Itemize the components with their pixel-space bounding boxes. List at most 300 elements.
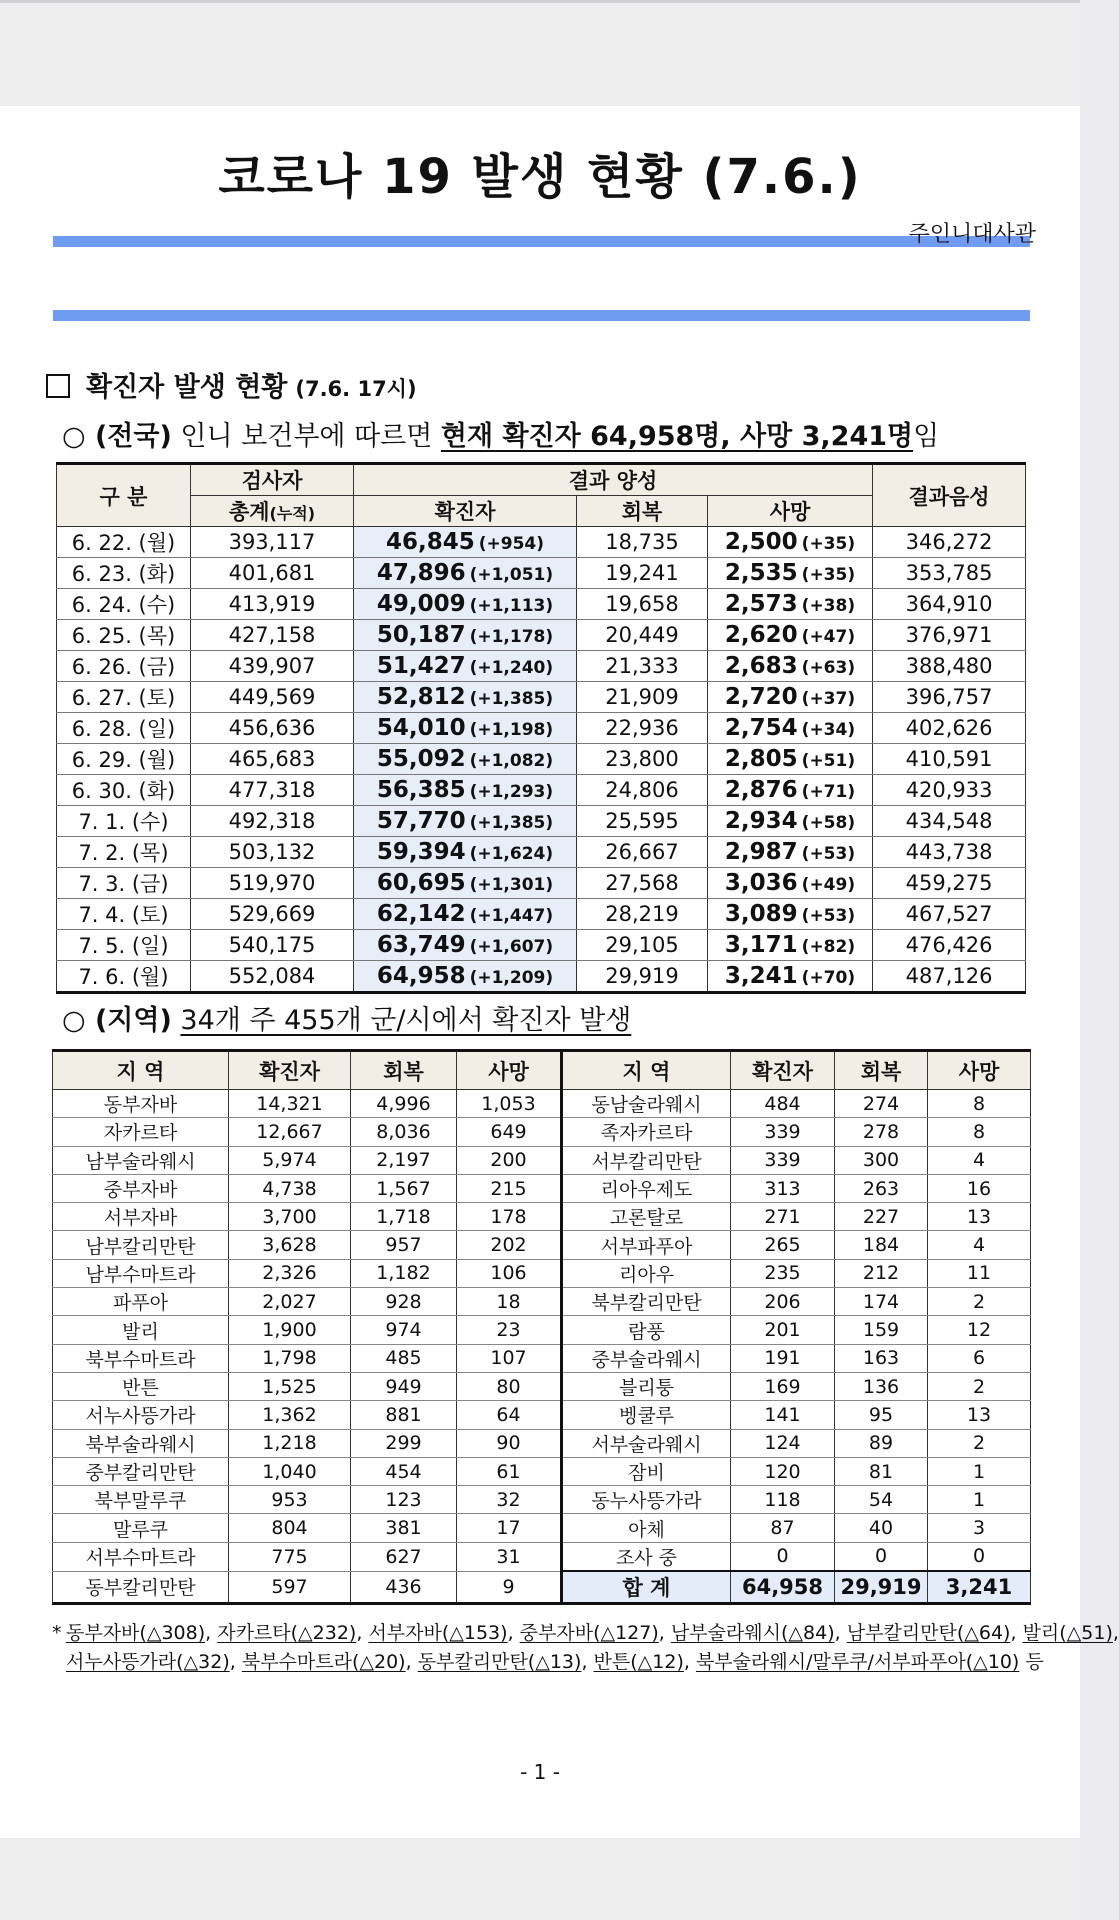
cell-region: 말루쿠 <box>53 1514 229 1542</box>
cell-confirmed: 775 <box>229 1542 351 1571</box>
total-confirmed: 64,958 <box>731 1571 835 1604</box>
cell-confirmed: 87 <box>731 1514 835 1542</box>
cell-negative: 476,426 <box>873 930 1026 961</box>
cell-confirmed: 201 <box>731 1316 835 1344</box>
cell-negative: 487,126 <box>873 961 1026 993</box>
cell-recovered: 159 <box>835 1316 928 1344</box>
cell-region: 동부칼리만탄 <box>53 1571 229 1604</box>
cell-date: 6. 30. (화) <box>57 775 191 806</box>
table-row <box>57 589 1026 620</box>
cell-recovered: 881 <box>351 1401 457 1429</box>
title-bar-bottom <box>53 310 1030 321</box>
table-row <box>57 651 1026 682</box>
cell-deaths: 8 <box>928 1118 1031 1146</box>
cell-deaths: 80 <box>457 1372 562 1400</box>
table-row <box>57 868 1026 899</box>
cell-negative: 410,591 <box>873 744 1026 775</box>
cell-tested: 401,681 <box>191 558 354 589</box>
cell-recovered: 26,667 <box>577 837 708 868</box>
cell-recovered: 163 <box>835 1344 928 1372</box>
cell-recovered: 627 <box>351 1542 457 1571</box>
cell-deaths: 23 <box>457 1316 562 1344</box>
cell-date: 7. 2. (목) <box>57 837 191 868</box>
cell-confirmed: 54,010 (+1,198) <box>354 713 577 744</box>
cell-confirmed: 206 <box>731 1288 835 1316</box>
cell-region: 잠비 <box>562 1457 731 1485</box>
cell-date: 6. 25. (목) <box>57 620 191 651</box>
cell-confirmed: 118 <box>731 1486 835 1514</box>
national-suffix: 임 <box>913 421 940 452</box>
cell-deaths: 3,171 (+82) <box>708 930 873 961</box>
cell-recovered: 454 <box>351 1457 457 1485</box>
footnote-item: 동부자바(△308) <box>66 1622 206 1644</box>
cell-confirmed: 235 <box>731 1259 835 1287</box>
cell-recovered: 23,800 <box>577 744 708 775</box>
cell-confirmed: 2,326 <box>229 1259 351 1287</box>
cell-recovered: 18,735 <box>577 527 708 558</box>
cell-recovered: 174 <box>835 1288 928 1316</box>
header-confirmed-left: 확진자 <box>229 1051 351 1090</box>
header-region-right: 지 역 <box>562 1051 731 1090</box>
cell-recovered: 436 <box>351 1571 457 1604</box>
cell-deaths: 4 <box>928 1146 1031 1174</box>
cell-confirmed: 4,738 <box>229 1174 351 1202</box>
section-heading <box>46 365 417 404</box>
cell-tested: 427,158 <box>191 620 354 651</box>
cell-region: 고론탈로 <box>562 1203 731 1231</box>
cell-negative: 388,480 <box>873 651 1026 682</box>
cell-deaths: 2,535 (+35) <box>708 558 873 589</box>
header-negative: 결과음성 <box>873 464 1026 527</box>
cell-deaths: 13 <box>928 1401 1031 1429</box>
cell-recovered: 0 <box>835 1542 928 1571</box>
cell-confirmed: 51,427 (+1,240) <box>354 651 577 682</box>
cell-region: 아체 <box>562 1514 731 1542</box>
cell-confirmed: 1,362 <box>229 1401 351 1429</box>
cell-deaths: 215 <box>457 1174 562 1202</box>
table-row <box>53 1571 1031 1604</box>
footnote-item: 남부술라웨시(△84) <box>670 1622 835 1644</box>
cell-recovered: 274 <box>835 1090 928 1118</box>
table-row <box>53 1203 1031 1231</box>
cell-region: 중부술라웨시 <box>562 1344 731 1372</box>
viewer-bottom-bar <box>0 1838 1080 1920</box>
cell-deaths: 2,683 (+63) <box>708 651 873 682</box>
table-row <box>57 713 1026 744</box>
header-confirmed-right: 확진자 <box>731 1051 835 1090</box>
cell-deaths: 32 <box>457 1486 562 1514</box>
table-row <box>57 527 1026 558</box>
footnote-item: 서누사뜽가라(△32) <box>66 1651 230 1673</box>
cell-deaths: 3,241 (+70) <box>708 961 873 993</box>
cell-deaths: 178 <box>457 1203 562 1231</box>
footnote <box>52 1619 1119 1677</box>
cell-date: 7. 1. (수) <box>57 806 191 837</box>
cell-deaths: 61 <box>457 1457 562 1485</box>
cell-tested: 540,175 <box>191 930 354 961</box>
cell-region: 서부파푸아 <box>562 1231 731 1259</box>
viewer-top-bar <box>0 0 1080 106</box>
cell-recovered: 299 <box>351 1429 457 1457</box>
cell-region: 서부수마트라 <box>53 1542 229 1571</box>
cell-recovered: 184 <box>835 1231 928 1259</box>
cell-region: 발리 <box>53 1316 229 1344</box>
cell-confirmed: 597 <box>229 1571 351 1604</box>
cell-tested: 439,907 <box>191 651 354 682</box>
cell-deaths: 2,805 (+51) <box>708 744 873 775</box>
cell-region: 서부칼리만탄 <box>562 1146 731 1174</box>
cell-confirmed: 46,845 (+954) <box>354 527 577 558</box>
cell-date: 7. 4. (토) <box>57 899 191 930</box>
cell-confirmed: 1,900 <box>229 1316 351 1344</box>
table-row <box>53 1401 1031 1429</box>
cell-date: 6. 29. (월) <box>57 744 191 775</box>
cell-deaths: 2,876 (+71) <box>708 775 873 806</box>
header-tested: 검사자 <box>191 464 354 496</box>
cell-recovered: 25,595 <box>577 806 708 837</box>
cell-recovered: 263 <box>835 1174 928 1202</box>
cell-recovered: 2,197 <box>351 1146 457 1174</box>
cell-negative: 467,527 <box>873 899 1026 930</box>
cell-recovered: 19,241 <box>577 558 708 589</box>
cell-confirmed: 47,896 (+1,051) <box>354 558 577 589</box>
footnote-item: 반튼(△12) <box>593 1651 684 1673</box>
table-row <box>53 1090 1031 1118</box>
footnote-line-1: * 동부자바(△308), 자카르타(△232), 서부자바(△153), 중부자바(△127), 남부술라웨시(△84), 남부칼리만탄(△64), 발리(△51), <box>52 1622 1119 1644</box>
cell-tested: 477,318 <box>191 775 354 806</box>
cell-confirmed: 1,218 <box>229 1429 351 1457</box>
header-deaths-left: 사망 <box>457 1051 562 1090</box>
cell-deaths: 107 <box>457 1344 562 1372</box>
cell-recovered: 29,919 <box>577 961 708 993</box>
regional-text: 34개 주 455개 군/시에서 확진자 발생 <box>180 1005 632 1036</box>
cell-recovered: 21,333 <box>577 651 708 682</box>
cell-deaths: 12 <box>928 1316 1031 1344</box>
header-region-left: 지 역 <box>53 1051 229 1090</box>
cell-confirmed: 14,321 <box>229 1090 351 1118</box>
cell-recovered: 89 <box>835 1429 928 1457</box>
cell-recovered: 22,936 <box>577 713 708 744</box>
table-row <box>57 775 1026 806</box>
cell-deaths: 18 <box>457 1288 562 1316</box>
cell-tested: 503,132 <box>191 837 354 868</box>
table-row <box>53 1316 1031 1344</box>
section-time: (7.6. 17시) <box>295 377 417 401</box>
cell-negative: 420,933 <box>873 775 1026 806</box>
header-recovered-right: 회복 <box>835 1051 928 1090</box>
table-row <box>57 899 1026 930</box>
cell-deaths: 649 <box>457 1118 562 1146</box>
cell-deaths: 16 <box>928 1174 1031 1202</box>
cell-recovered: 1,567 <box>351 1174 457 1202</box>
cell-recovered: 227 <box>835 1203 928 1231</box>
cell-date: 6. 24. (수) <box>57 589 191 620</box>
cell-tested: 413,919 <box>191 589 354 620</box>
cell-date: 6. 22. (월) <box>57 527 191 558</box>
header-date: 구 분 <box>57 464 191 527</box>
cell-deaths: 64 <box>457 1401 562 1429</box>
cell-deaths: 6 <box>928 1344 1031 1372</box>
header-deaths: 사망 <box>708 496 873 527</box>
cell-region: 족자카르타 <box>562 1118 731 1146</box>
cell-deaths: 2,500 (+35) <box>708 527 873 558</box>
header-deaths-right: 사망 <box>928 1051 1031 1090</box>
cell-recovered: 957 <box>351 1231 457 1259</box>
cell-deaths: 1 <box>928 1486 1031 1514</box>
cell-deaths: 8 <box>928 1090 1031 1118</box>
cell-confirmed: 3,700 <box>229 1203 351 1231</box>
total-region: 합 계 <box>562 1571 731 1604</box>
cell-confirmed: 804 <box>229 1514 351 1542</box>
cell-recovered: 29,105 <box>577 930 708 961</box>
cell-deaths: 2,987 (+53) <box>708 837 873 868</box>
national-text: 인니 보건부에 따르면 <box>180 421 433 452</box>
cell-deaths: 2,934 (+58) <box>708 806 873 837</box>
cell-date: 6. 23. (화) <box>57 558 191 589</box>
cell-confirmed: 169 <box>731 1372 835 1400</box>
table-row <box>53 1429 1031 1457</box>
cell-confirmed: 120 <box>731 1457 835 1485</box>
cell-deaths: 3,036 (+49) <box>708 868 873 899</box>
cell-recovered: 278 <box>835 1118 928 1146</box>
header-positive: 결과 양성 <box>354 464 873 496</box>
header-tested-total: 총계(누적) <box>191 496 354 527</box>
cell-confirmed: 3,628 <box>229 1231 351 1259</box>
cell-region: 북부말루쿠 <box>53 1486 229 1514</box>
cell-deaths: 2 <box>928 1288 1031 1316</box>
daily-status-table <box>56 462 1026 994</box>
cell-region: 북부수마트라 <box>53 1344 229 1372</box>
cell-region: 남부수마트라 <box>53 1259 229 1287</box>
cell-tested: 552,084 <box>191 961 354 993</box>
cell-recovered: 81 <box>835 1457 928 1485</box>
cell-deaths: 9 <box>457 1571 562 1604</box>
cell-confirmed: 1,040 <box>229 1457 351 1485</box>
cell-confirmed: 1,798 <box>229 1344 351 1372</box>
footnote-line-2: 서누사뜽가라(△32), 북부수마트라(△20), 동부칼리만탄(△13), 반튼(△12), 북부술라웨시/말루쿠/서부파푸아(△10) 등 <box>66 1651 1044 1673</box>
cell-negative: 396,757 <box>873 682 1026 713</box>
cell-confirmed: 59,394 (+1,624) <box>354 837 577 868</box>
cell-region: 남부칼리만탄 <box>53 1231 229 1259</box>
cell-confirmed: 50,187 (+1,178) <box>354 620 577 651</box>
cell-deaths: 1 <box>928 1457 1031 1485</box>
table-row <box>53 1457 1031 1485</box>
cell-region: 남부술라웨시 <box>53 1146 229 1174</box>
cell-deaths: 2,720 (+37) <box>708 682 873 713</box>
cell-confirmed: 60,695 (+1,301) <box>354 868 577 899</box>
cell-deaths: 13 <box>928 1203 1031 1231</box>
cell-deaths: 0 <box>928 1542 1031 1571</box>
cell-tested: 456,636 <box>191 713 354 744</box>
table-row <box>57 744 1026 775</box>
cell-recovered: 974 <box>351 1316 457 1344</box>
cell-confirmed: 55,092 (+1,082) <box>354 744 577 775</box>
cell-recovered: 95 <box>835 1401 928 1429</box>
cell-region: 조사 중 <box>562 1542 731 1571</box>
table-row <box>53 1344 1031 1372</box>
cell-negative: 364,910 <box>873 589 1026 620</box>
cell-recovered: 123 <box>351 1486 457 1514</box>
cell-recovered: 381 <box>351 1514 457 1542</box>
cell-negative: 443,738 <box>873 837 1026 868</box>
footnote-item: 서부자바(△153) <box>368 1622 508 1644</box>
header-confirmed: 확진자 <box>354 496 577 527</box>
cell-recovered: 212 <box>835 1259 928 1287</box>
cell-recovered: 928 <box>351 1288 457 1316</box>
cell-deaths: 17 <box>457 1514 562 1542</box>
cell-confirmed: 271 <box>731 1203 835 1231</box>
cell-deaths: 1,053 <box>457 1090 562 1118</box>
cell-date: 7. 3. (금) <box>57 868 191 899</box>
section-title: 확진자 발생 현황 <box>86 372 288 403</box>
cell-region: 람풍 <box>562 1316 731 1344</box>
cell-recovered: 485 <box>351 1344 457 1372</box>
cell-deaths: 11 <box>928 1259 1031 1287</box>
cell-confirmed: 49,009 (+1,113) <box>354 589 577 620</box>
cell-deaths: 90 <box>457 1429 562 1457</box>
cell-confirmed: 265 <box>731 1231 835 1259</box>
footnote-item: 남부칼리만탄(△64) <box>846 1622 1011 1644</box>
footnote-item: 북부술라웨시/말루쿠/서부파푸아(△10) <box>695 1651 1020 1673</box>
cell-confirmed: 124 <box>731 1429 835 1457</box>
cell-region: 자카르타 <box>53 1118 229 1146</box>
cell-recovered: 20,449 <box>577 620 708 651</box>
table-row <box>57 806 1026 837</box>
cell-region: 북부술라웨시 <box>53 1429 229 1457</box>
cell-deaths: 2 <box>928 1429 1031 1457</box>
regional-table <box>52 1049 1031 1605</box>
total-deaths: 3,241 <box>928 1571 1031 1604</box>
cell-recovered: 40 <box>835 1514 928 1542</box>
cell-region: 리아우 <box>562 1259 731 1287</box>
cell-region: 블리퉁 <box>562 1372 731 1400</box>
cell-recovered: 300 <box>835 1146 928 1174</box>
table-row <box>53 1118 1031 1146</box>
cell-negative: 376,971 <box>873 620 1026 651</box>
national-highlight: 현재 확진자 64,958명, 사망 3,241명 <box>440 421 914 452</box>
cell-region: 서부술라웨시 <box>562 1429 731 1457</box>
table-row <box>57 961 1026 993</box>
page-title: 코로나 19 발생 현황 (7.6.) <box>218 149 862 205</box>
cell-negative: 434,548 <box>873 806 1026 837</box>
cell-confirmed: 313 <box>731 1174 835 1202</box>
page-number: - 1 - <box>520 1760 560 1784</box>
cell-deaths: 2,573 (+38) <box>708 589 873 620</box>
cell-negative: 459,275 <box>873 868 1026 899</box>
cell-confirmed: 339 <box>731 1146 835 1174</box>
title-bar-top <box>53 236 1030 247</box>
cell-region: 동부자바 <box>53 1090 229 1118</box>
cell-date: 6. 27. (토) <box>57 682 191 713</box>
cell-negative: 402,626 <box>873 713 1026 744</box>
cell-confirmed: 2,027 <box>229 1288 351 1316</box>
cell-confirmed: 64,958 (+1,209) <box>354 961 577 993</box>
cell-confirmed: 0 <box>731 1542 835 1571</box>
cell-region: 파푸아 <box>53 1288 229 1316</box>
cell-deaths: 106 <box>457 1259 562 1287</box>
cell-confirmed: 63,749 (+1,607) <box>354 930 577 961</box>
cell-deaths: 2,754 (+34) <box>708 713 873 744</box>
cell-date: 6. 26. (금) <box>57 651 191 682</box>
footnote-item: 중부자바(△127) <box>519 1622 659 1644</box>
national-prefix: ○ (전국) <box>62 421 172 452</box>
cell-deaths: 202 <box>457 1231 562 1259</box>
national-summary <box>62 414 939 453</box>
cell-recovered: 54 <box>835 1486 928 1514</box>
table-row <box>57 558 1026 589</box>
cell-recovered: 21,909 <box>577 682 708 713</box>
cell-tested: 529,669 <box>191 899 354 930</box>
cell-recovered: 1,718 <box>351 1203 457 1231</box>
cell-confirmed: 12,667 <box>229 1118 351 1146</box>
cell-confirmed: 5,974 <box>229 1146 351 1174</box>
cell-deaths: 2 <box>928 1372 1031 1400</box>
cell-date: 7. 5. (일) <box>57 930 191 961</box>
table-row <box>53 1174 1031 1202</box>
cell-region: 동남술라웨시 <box>562 1090 731 1118</box>
table-row <box>57 682 1026 713</box>
header-recovered: 회복 <box>577 496 708 527</box>
regional-summary <box>62 998 631 1037</box>
table-row <box>53 1231 1031 1259</box>
table-row <box>57 930 1026 961</box>
cell-recovered: 8,036 <box>351 1118 457 1146</box>
cell-recovered: 1,182 <box>351 1259 457 1287</box>
cell-recovered: 949 <box>351 1372 457 1400</box>
cell-confirmed: 57,770 (+1,385) <box>354 806 577 837</box>
cell-region: 서부자바 <box>53 1203 229 1231</box>
cell-confirmed: 52,812 (+1,385) <box>354 682 577 713</box>
cell-tested: 393,117 <box>191 527 354 558</box>
cell-tested: 449,569 <box>191 682 354 713</box>
issuer: 주인니대사관 <box>908 222 1036 247</box>
cell-negative: 346,272 <box>873 527 1026 558</box>
table-row <box>53 1372 1031 1400</box>
cell-region: 반튼 <box>53 1372 229 1400</box>
table-row <box>53 1288 1031 1316</box>
cell-region: 리아우제도 <box>562 1174 731 1202</box>
cell-confirmed: 1,525 <box>229 1372 351 1400</box>
table-row <box>53 1486 1031 1514</box>
cell-negative: 353,785 <box>873 558 1026 589</box>
cell-tested: 465,683 <box>191 744 354 775</box>
table-row <box>53 1259 1031 1287</box>
cell-recovered: 136 <box>835 1372 928 1400</box>
footnote-item: 자카르타(△232) <box>217 1622 357 1644</box>
cell-recovered: 28,219 <box>577 899 708 930</box>
total-recovered: 29,919 <box>835 1571 928 1604</box>
footnote-item: 동부칼리만탄(△13) <box>417 1651 582 1673</box>
cell-deaths: 2,620 (+47) <box>708 620 873 651</box>
cell-tested: 492,318 <box>191 806 354 837</box>
cell-confirmed: 339 <box>731 1118 835 1146</box>
cell-date: 6. 28. (일) <box>57 713 191 744</box>
table-row <box>53 1542 1031 1571</box>
cell-region: 벵쿨루 <box>562 1401 731 1429</box>
footnote-item: 발리(△51) <box>1022 1622 1113 1644</box>
cell-deaths: 3,089 (+53) <box>708 899 873 930</box>
cell-confirmed: 191 <box>731 1344 835 1372</box>
cell-recovered: 24,806 <box>577 775 708 806</box>
cell-confirmed: 484 <box>731 1090 835 1118</box>
cell-deaths: 3 <box>928 1514 1031 1542</box>
table-row <box>57 837 1026 868</box>
cell-confirmed: 953 <box>229 1486 351 1514</box>
cell-region: 중부칼리만탄 <box>53 1457 229 1485</box>
cell-confirmed: 56,385 (+1,293) <box>354 775 577 806</box>
cell-region: 동누사뜽가라 <box>562 1486 731 1514</box>
cell-recovered: 27,568 <box>577 868 708 899</box>
